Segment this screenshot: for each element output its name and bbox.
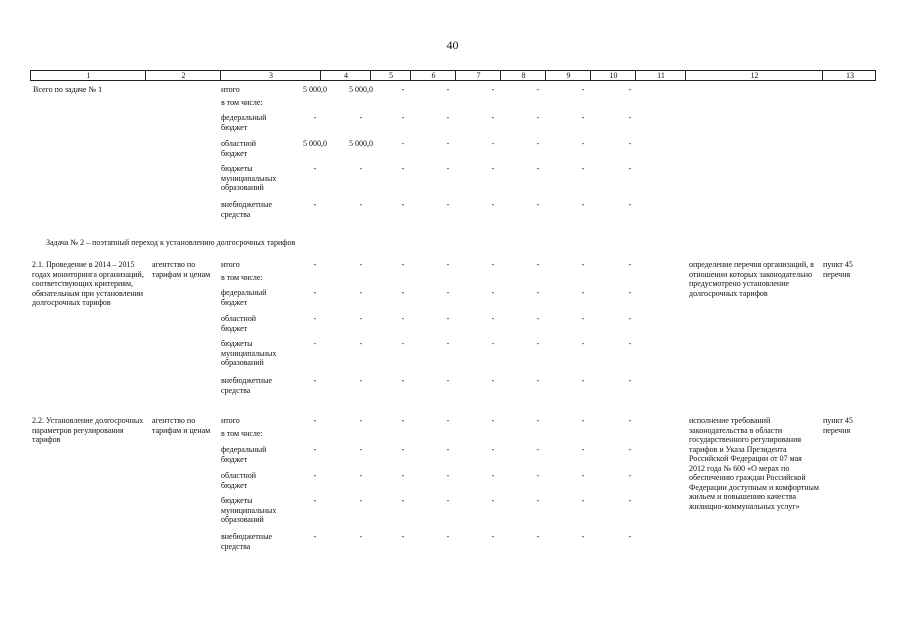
task1-cell-c9: - (536, 113, 540, 122)
item-2-2-cell-c6: - (401, 471, 405, 480)
item-2-1-cell-c9: - (536, 339, 540, 348)
task1-budget-label: в том числе: (221, 98, 263, 107)
column-divider (145, 71, 146, 80)
item-2-1-cell-c4: - (313, 376, 317, 385)
item-2-1-cell-c5: - (359, 260, 363, 269)
item-2-1-cell-c11: - (628, 314, 632, 323)
task1-budget-label: внебюджетные средства (221, 200, 272, 219)
item-2-2-cell-c5: - (359, 416, 363, 425)
item-2-2-cell-c4: - (313, 471, 317, 480)
item-2-2-cell-c8: - (491, 532, 495, 541)
item-2-2-cell-c8: - (491, 416, 495, 425)
column-divider (500, 71, 501, 80)
item-2-1-cell-c6: - (401, 260, 405, 269)
item-2-2-budget-label: внебюджетные средства (221, 532, 272, 551)
page-number: 40 (446, 38, 459, 52)
item-2-1-cell-c8: - (491, 339, 495, 348)
item-2-1-budget-label: итого (221, 260, 240, 269)
item-2-2-cell-c7: - (446, 471, 450, 480)
task1-cell-c5: 5 000,0 (349, 85, 373, 94)
column-header-4: 4 (344, 71, 348, 80)
item-2-2-cell-c10: - (581, 532, 585, 541)
column-divider (545, 71, 546, 80)
item-2-1-cell-c5: - (359, 288, 363, 297)
column-header-11: 11 (657, 71, 665, 80)
item-2-2-cell-c7: - (446, 445, 450, 454)
task1-cell-c11: - (628, 85, 632, 94)
item-2-2-name: 2.2. Установление долгосрочных параметров регулирования тарифов (32, 416, 144, 444)
task1-cell-c7: - (446, 85, 450, 94)
item-2-2-cell-c10: - (581, 416, 585, 425)
task1-cell-c8: - (491, 200, 495, 209)
item-2-2-cell-c8: - (491, 496, 495, 505)
task1-cell-c9: - (536, 139, 540, 148)
task1-cell-c11: - (628, 164, 632, 173)
task1-cell-c10: - (581, 85, 585, 94)
task1-cell-c11: - (628, 113, 632, 122)
column-header-8: 8 (521, 71, 526, 80)
item-2-1-cell-c8: - (491, 376, 495, 385)
task1-budget-label: бюджеты муниципальных образований (221, 164, 277, 192)
column-header-2: 2 (181, 71, 186, 80)
item-2-2-cell-c4: - (313, 416, 317, 425)
task1-cell-c10: - (581, 164, 585, 173)
task1-cell-c7: - (446, 164, 450, 173)
column-divider (370, 71, 371, 80)
item-2-2-budget-label: итого (221, 416, 240, 425)
item-2-1-cell-c6: - (401, 314, 405, 323)
column-divider (685, 71, 686, 80)
task1-cell-c5: 5 000,0 (349, 139, 373, 148)
item-2-1-cell-c9: - (536, 260, 540, 269)
column-header-7: 7 (476, 71, 481, 80)
item-2-2-cell-c5: - (359, 471, 363, 480)
item-2-1-budget-label: внебюджетные средства (221, 376, 272, 395)
item-2-2-cell-c9: - (536, 445, 540, 454)
item-2-1-cell-c10: - (581, 314, 585, 323)
item-2-1-cell-c7: - (446, 288, 450, 297)
task1-cell-c11: - (628, 200, 632, 209)
task1-cell-c11: - (628, 139, 632, 148)
item-2-2-cell-c6: - (401, 416, 405, 425)
item-2-2-cell-c8: - (491, 445, 495, 454)
task1-cell-c7: - (446, 139, 450, 148)
column-divider (635, 71, 636, 80)
item-2-2-result: исполнение требований законодательства в области государственного регулирования тарифов и Указа Президента Российской Федерации от 07 мая 2012 года № 600 «О мерах по обеспечению граждан Российской Федерации доступным и комфортным жильем и повышению качества жилищно-коммунальных услуг» (689, 416, 819, 511)
item-2-2-cell-c7: - (446, 416, 450, 425)
item-2-2-cell-c11: - (628, 532, 632, 541)
task1-cell-c9: - (536, 200, 540, 209)
item-2-1-cell-c11: - (628, 339, 632, 348)
item-2-1-budget-label: в том числе: (221, 273, 263, 282)
item-2-2-executor: агентство по тарифам и ценам (152, 416, 211, 435)
item-2-2-cell-c5: - (359, 445, 363, 454)
task1-cell-c6: - (401, 164, 405, 173)
task1-total-label: Всего по задаче № 1 (33, 85, 103, 94)
item-2-2-cell-c7: - (446, 496, 450, 505)
task1-cell-c7: - (446, 200, 450, 209)
item-2-1-cell-c7: - (446, 260, 450, 269)
task1-cell-c10: - (581, 139, 585, 148)
item-2-1-cell-c10: - (581, 339, 585, 348)
task1-cell-c6: - (401, 139, 405, 148)
column-header-12: 12 (750, 71, 759, 80)
task1-cell-c5: - (359, 113, 363, 122)
task1-cell-c5: - (359, 164, 363, 173)
task1-budget-label: областной бюджет (221, 139, 257, 158)
task1-cell-c8: - (491, 164, 495, 173)
item-2-2-cell-c11: - (628, 445, 632, 454)
item-2-2-cell-c5: - (359, 496, 363, 505)
item-2-2-cell-c8: - (491, 471, 495, 480)
item-2-1-cell-c4: - (313, 260, 317, 269)
column-header-13: 13 (846, 71, 854, 80)
item-2-1-cell-c5: - (359, 376, 363, 385)
item-2-1-cell-c4: - (313, 314, 317, 323)
item-2-1-cell-c11: - (628, 288, 632, 297)
column-divider (220, 71, 221, 80)
item-2-2-cell-c9: - (536, 471, 540, 480)
column-header-3: 3 (269, 71, 273, 80)
column-divider (410, 71, 411, 80)
task2-heading: Задача № 2 – поэтапный переход к установлению долгосрочных тарифов (46, 238, 296, 247)
item-2-1-name: 2.1. Проведение в 2014 – 2015 годах мониторинга организаций, соответствующих критериям, обязательным при установлении долгосрочных тарифов (32, 260, 144, 307)
task1-cell-c4: - (313, 113, 317, 122)
item-2-1-cell-c8: - (491, 314, 495, 323)
item-2-1-cell-c4: - (313, 288, 317, 297)
item-2-1-cell-c9: - (536, 314, 540, 323)
item-2-2-cell-c7: - (446, 532, 450, 541)
task1-cell-c10: - (581, 113, 585, 122)
item-2-1-cell-c9: - (536, 288, 540, 297)
item-2-2-cell-c4: - (313, 496, 317, 505)
task1-cell-c6: - (401, 200, 405, 209)
item-2-1-budget-label: федеральный бюджет (221, 288, 267, 307)
item-2-1-cell-c6: - (401, 288, 405, 297)
item-2-2-cell-c5: - (359, 532, 363, 541)
item-2-1-cell-c7: - (446, 376, 450, 385)
item-2-2-budget-label: областной бюджет (221, 471, 257, 490)
task1-cell-c10: - (581, 200, 585, 209)
item-2-2-reference: пункт 45 перечня (823, 416, 853, 435)
item-2-1-cell-c6: - (401, 376, 405, 385)
item-2-1-cell-c11: - (628, 376, 632, 385)
task1-cell-c4: 5 000,0 (303, 85, 327, 94)
item-2-1-cell-c7: - (446, 314, 450, 323)
item-2-1-reference: пункт 45 перечня (823, 260, 853, 279)
item-2-2-cell-c11: - (628, 471, 632, 480)
item-2-2-cell-c10: - (581, 471, 585, 480)
item-2-1-cell-c4: - (313, 339, 317, 348)
task1-cell-c4: - (313, 164, 317, 173)
item-2-2-cell-c9: - (536, 416, 540, 425)
task1-cell-c6: - (401, 113, 405, 122)
item-2-1-cell-c8: - (491, 288, 495, 297)
item-2-1-cell-c6: - (401, 339, 405, 348)
item-2-1-cell-c10: - (581, 260, 585, 269)
item-2-1-cell-c8: - (491, 260, 495, 269)
column-header-1: 1 (86, 71, 91, 80)
task1-budget-label: федеральный бюджет (221, 113, 267, 132)
column-header-10: 10 (609, 71, 618, 80)
item-2-2-cell-c10: - (581, 445, 585, 454)
item-2-1-executor: агентство по тарифам и ценам (152, 260, 211, 279)
task1-cell-c6: - (401, 85, 405, 94)
item-2-2-cell-c6: - (401, 532, 405, 541)
task1-cell-c9: - (536, 164, 540, 173)
item-2-1-cell-c10: - (581, 288, 585, 297)
task1-cell-c8: - (491, 139, 495, 148)
item-2-1-budget-label: бюджеты муниципальных образований (221, 339, 277, 367)
item-2-2-cell-c4: - (313, 532, 317, 541)
item-2-2-budget-label: федеральный бюджет (221, 445, 267, 464)
column-divider (590, 71, 591, 80)
task1-budget-label: итого (221, 85, 240, 94)
item-2-2-budget-label: в том числе: (221, 429, 263, 438)
item-2-2-cell-c9: - (536, 496, 540, 505)
task1-cell-c8: - (491, 113, 495, 122)
item-2-1-cell-c9: - (536, 376, 540, 385)
item-2-1-cell-c11: - (628, 260, 632, 269)
item-2-1-result: определение перечня организаций, в отношении которых законодательно предусмотрено установление долгосрочных тарифов (689, 260, 814, 298)
column-divider (822, 71, 823, 80)
column-header-9: 9 (566, 71, 571, 80)
item-2-2-cell-c11: - (628, 496, 632, 505)
item-2-2-cell-c6: - (401, 445, 405, 454)
task1-cell-c5: - (359, 200, 363, 209)
item-2-2-cell-c4: - (313, 445, 317, 454)
item-2-2-cell-c10: - (581, 496, 585, 505)
task1-cell-c7: - (446, 113, 450, 122)
item-2-1-budget-label: областной бюджет (221, 314, 257, 333)
item-2-1-cell-c5: - (359, 314, 363, 323)
task1-cell-c8: - (491, 85, 495, 94)
column-divider (455, 71, 456, 80)
column-header-6: 6 (431, 71, 436, 80)
item-2-2-cell-c11: - (628, 416, 632, 425)
item-2-2-budget-label: бюджеты муниципальных образований (221, 496, 277, 524)
item-2-2-cell-c6: - (401, 496, 405, 505)
column-divider (320, 71, 321, 80)
table-header-row (30, 70, 876, 81)
item-2-1-cell-c7: - (446, 339, 450, 348)
task1-cell-c9: - (536, 85, 540, 94)
task1-cell-c4: - (313, 200, 317, 209)
item-2-1-cell-c10: - (581, 376, 585, 385)
item-2-1-cell-c5: - (359, 339, 363, 348)
column-header-5: 5 (389, 71, 393, 80)
task1-cell-c4: 5 000,0 (303, 139, 327, 148)
item-2-2-cell-c9: - (536, 532, 540, 541)
